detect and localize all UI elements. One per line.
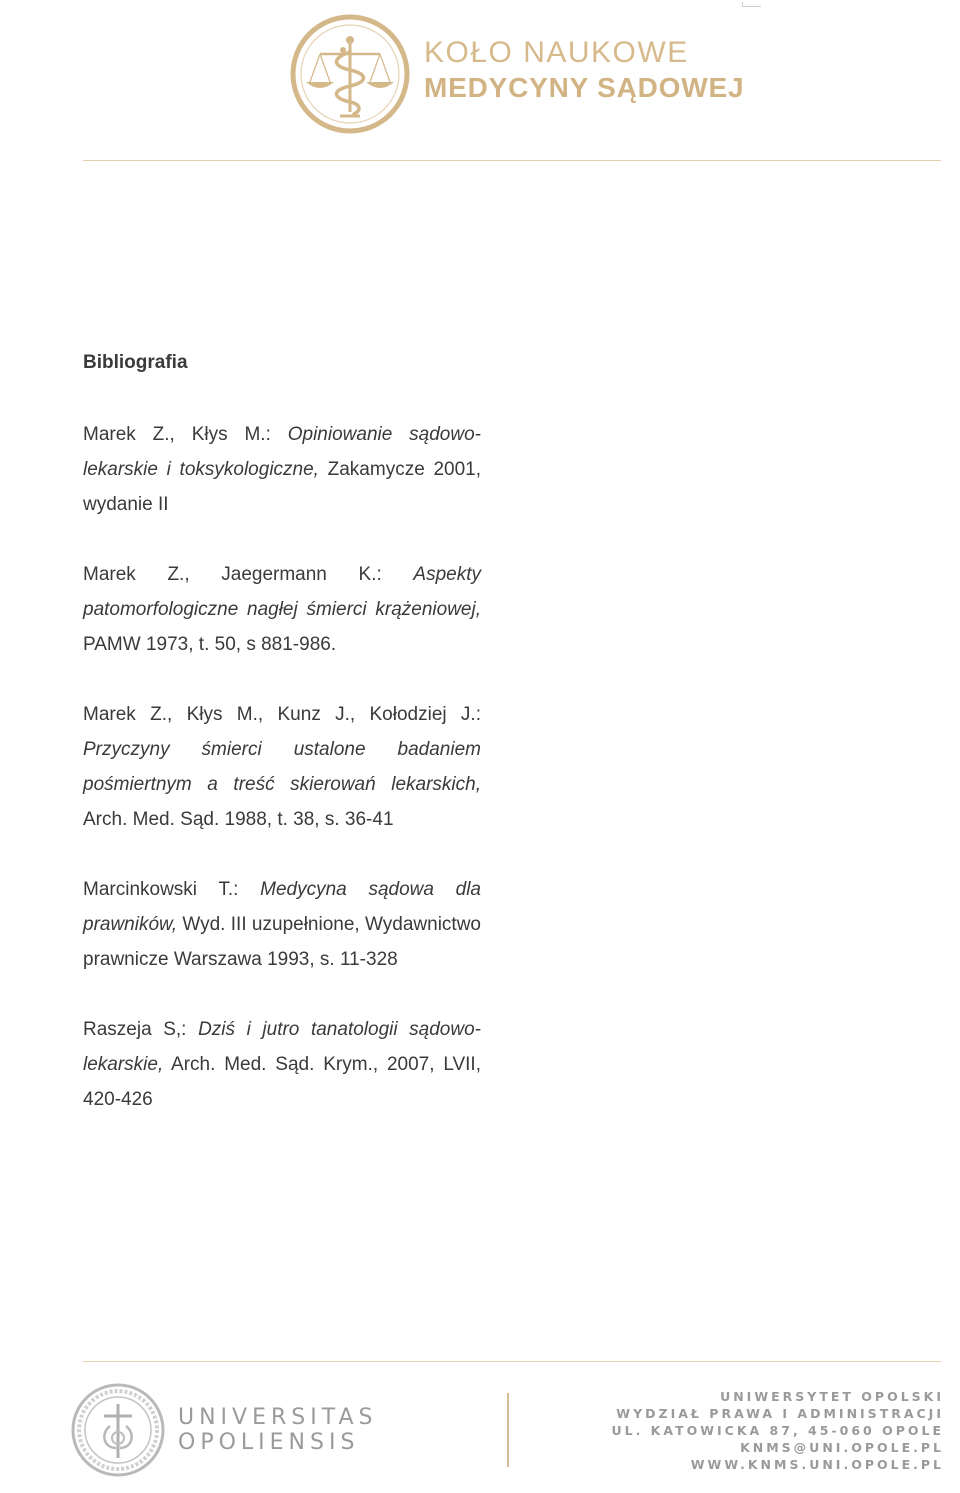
bibliography-entry xyxy=(83,417,481,522)
university-name-line1: UNIVERSITAS xyxy=(178,1405,378,1430)
page-corner-mark xyxy=(742,2,761,7)
entry-publication: Wyd. III uzupełnione, Wydawnictwo prawnicze Warszawa 1993, s. 11-328 xyxy=(83,914,481,970)
contact-email: KNMS@UNI.OPOLE.PL xyxy=(740,1440,944,1455)
organization-name-line1: KOŁO NAUKOWE xyxy=(424,36,689,69)
entry-title: Medycyna sądowa dla prawników, xyxy=(83,879,482,935)
entry-title: Opiniowanie sądowo-lekarskie i toksykologiczne, xyxy=(83,424,481,480)
entry-authors: Raszeja S,: xyxy=(83,1019,199,1040)
entry-publication: PAMW 1973, t. 50, s 881-986. xyxy=(83,634,337,655)
footer-vertical-divider xyxy=(507,1393,509,1467)
entry-title: Przyczyny śmierci ustalone badaniem pośmiertnym a treść skierowań lekarskich, xyxy=(83,739,481,795)
contact-university: UNIWERSYTET OPOLSKI xyxy=(720,1389,944,1404)
contact-website: WWW.KNMS.UNI.OPOLE.PL xyxy=(690,1457,944,1472)
bibliography-entry xyxy=(83,697,481,837)
scales-caduceus-icon xyxy=(288,12,412,136)
header-divider xyxy=(83,160,941,161)
footer-divider-line xyxy=(83,1361,941,1362)
bibliography-entry xyxy=(83,1012,481,1117)
entry-authors: Marek Z., Jaegermann K.: xyxy=(83,564,414,585)
university-name xyxy=(178,1405,377,1455)
university-name-line2: OPOLIENSIS xyxy=(178,1430,360,1455)
bibliography-heading: Bibliografia xyxy=(83,352,188,373)
organization-name xyxy=(424,36,744,106)
contact-address: UL. KATOWICKA 87, 45-060 OPOLE xyxy=(611,1423,944,1438)
university-seal-icon xyxy=(70,1382,166,1478)
entry-title: Aspekty patomorfologiczne nagłej śmierci krążeniowej, xyxy=(83,564,481,620)
organization-name-line2: MEDYCYNY SĄDOWEJ xyxy=(424,72,745,103)
entry-authors: Marek Z., Kłys M., Kunz J., Kołodziej J.: xyxy=(83,704,481,725)
entry-publication: Arch. Med. Sąd. Krym., 2007, LVII, 420-426 xyxy=(83,1054,481,1110)
bibliography-list xyxy=(83,417,481,1152)
bibliography-entry xyxy=(83,872,481,977)
entry-publication: Zakamycze 2001, wydanie II xyxy=(83,459,481,515)
footer-contact xyxy=(611,1388,944,1473)
entry-publication: Arch. Med. Sąd. 1988, t. 38, s. 36-41 xyxy=(83,809,394,830)
entry-authors: Marek Z., Kłys M.: xyxy=(83,424,288,445)
bibliography-entry xyxy=(83,557,481,662)
entry-authors: Marcinkowski T.: xyxy=(83,879,261,900)
entry-title: Dziś i jutro tanatologii sądowo-lekarskie, xyxy=(83,1019,481,1075)
contact-faculty: WYDZIAŁ PRAWA I ADMINISTRACJI xyxy=(616,1406,944,1421)
